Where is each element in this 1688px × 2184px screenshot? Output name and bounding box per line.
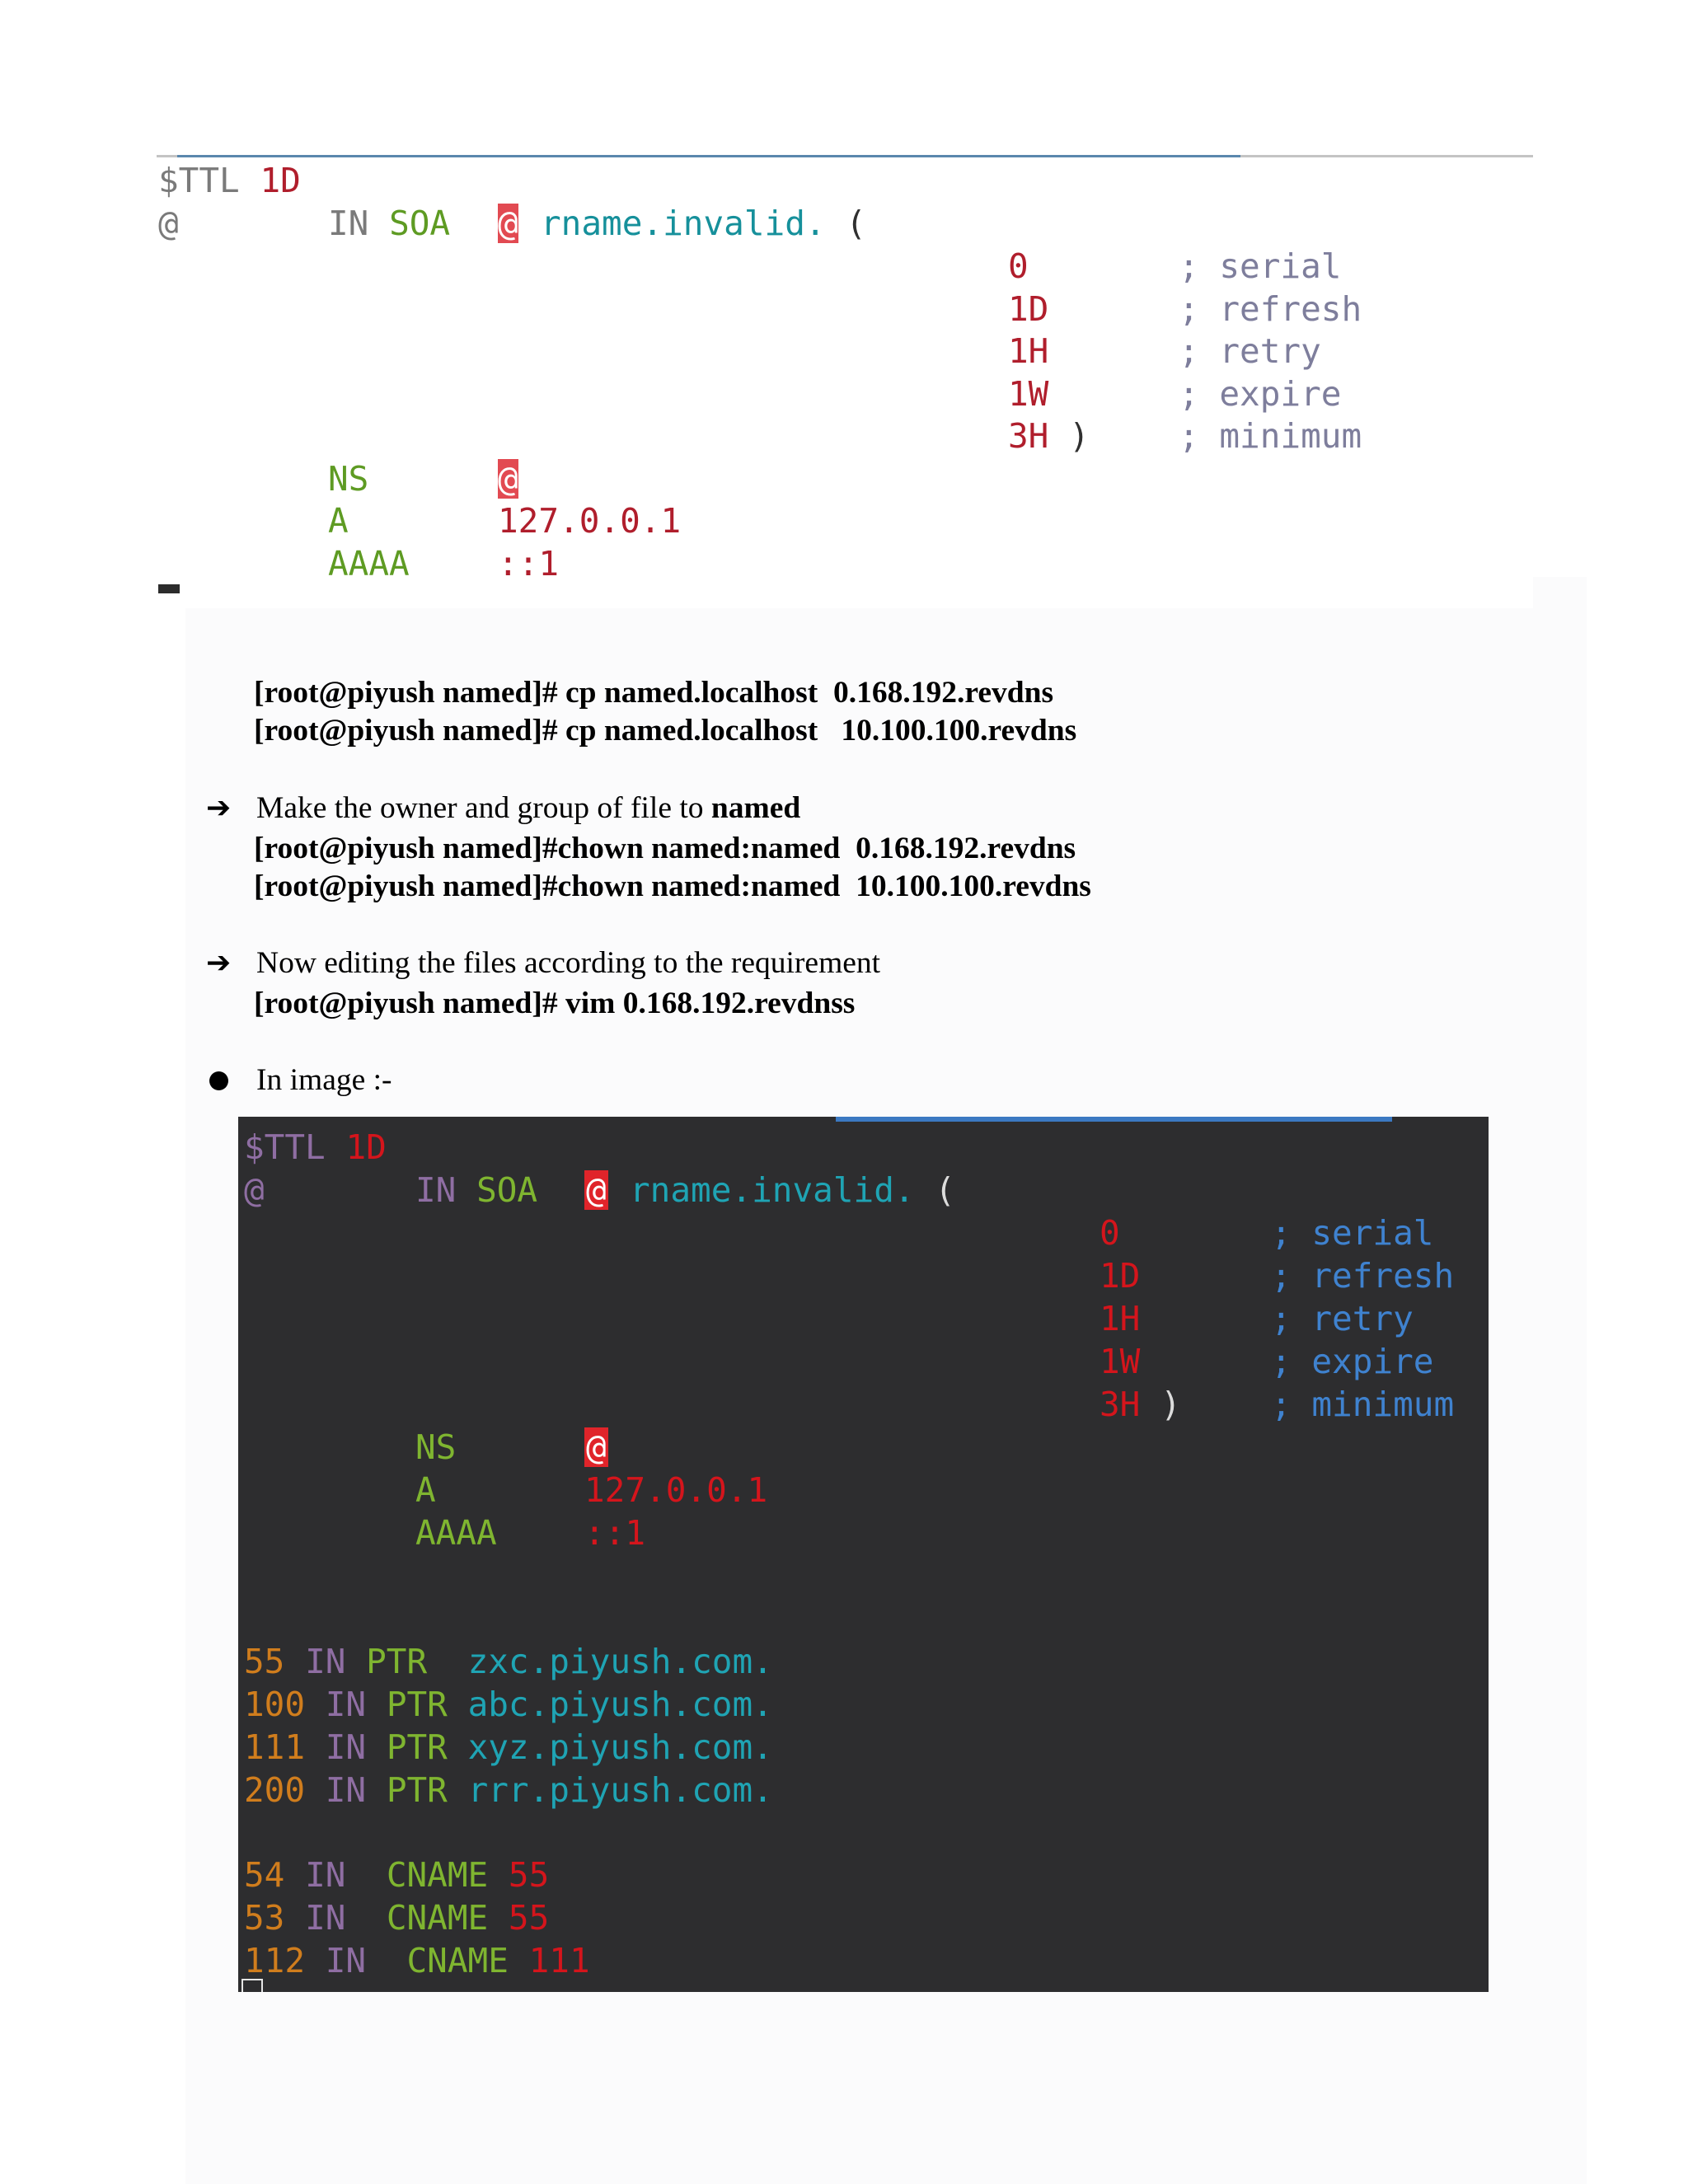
command-chown-1: [root@piyush named]#chown named:named 0.168.192.revdns	[254, 832, 1076, 865]
zone-file-screenshot-light: $TTL 1D @ IN SOA @ rname.invalid. ( 0 ; serial 1D ; refresh 1H ; retry 1W ; expire 3H ) ; minimum NS @ A 127.0.0.1 AAAA ::1	[157, 155, 1533, 608]
cname-record: 112 IN CNAME 111	[244, 1941, 590, 1980]
command-chown-2: [root@piyush named]#chown named:named 10.100.100.revdns	[254, 869, 1091, 903]
command-vim: [root@piyush named]# vim 0.168.192.revdnss	[254, 987, 856, 1020]
minimum-line: 3H )	[1008, 416, 1090, 456]
a-line: A	[415, 1470, 436, 1510]
retry-line: 1H	[1008, 331, 1049, 371]
ns-line: NS	[328, 459, 369, 499]
editor-cursor	[241, 1979, 263, 1992]
bullet-in-image-text: In image :-	[256, 1063, 392, 1097]
arrow-icon: ➔	[206, 791, 232, 825]
command-cp-2: [root@piyush named]# cp named.localhost 10.100.100.revdns	[254, 714, 1077, 748]
ptr-record: 111 IN PTR xyz.piyush.com.	[244, 1727, 773, 1767]
aaaa-line: AAAA	[328, 544, 410, 583]
aaaa-line: AAAA	[415, 1513, 497, 1553]
ptr-record: 100 IN PTR abc.piyush.com.	[244, 1685, 773, 1724]
command-cp-1: [root@piyush named]# cp named.localhost 0.168.192.revdns	[254, 676, 1054, 710]
minimum-line: 3H )	[1100, 1385, 1181, 1424]
ttl-line: $TTL 1D	[244, 1127, 387, 1167]
soa-line: @	[244, 1170, 265, 1210]
ttl-line: $TTL 1D	[158, 161, 301, 200]
cname-record: 53 IN CNAME 55	[244, 1898, 550, 1938]
ptr-record: 200 IN PTR rrr.piyush.com.	[244, 1770, 773, 1810]
step-owner-text: Make the owner and group of file to named	[256, 791, 801, 825]
expire-line: 1W	[1008, 374, 1049, 414]
zone-file-screenshot-dark: $TTL 1D @ IN SOA @ rname.invalid. ( 0 ; serial 1D ; refresh 1H ; retry 1W ; expire 3H ) ; minimum NS @ A 127.0.0.1 AAAA ::1 55 IN PTR zxc.piyush.com. 100 IN PTR abc.piyush.com. 111 IN PTR xyz.piyush.com. 200 IN PTR rrr.piyush.com. 54 IN CNAME 55 53 IN CNAME 55 112 IN CNAME 111	[238, 1117, 1489, 1992]
bullet-icon	[209, 1071, 228, 1090]
step-edit-text: Now editing the files according to the requirement	[256, 946, 881, 980]
expire-line: 1W	[1100, 1342, 1141, 1381]
arrow-icon: ➔	[206, 946, 232, 980]
a-line: A	[328, 501, 349, 541]
soa-line: @	[158, 204, 179, 243]
ptr-record: 55 IN PTR zxc.piyush.com.	[244, 1642, 773, 1681]
ns-line: NS	[415, 1427, 457, 1467]
editor-cursor	[158, 584, 180, 593]
window-top-accent	[836, 1117, 1392, 1122]
refresh-line: 1D	[1100, 1256, 1141, 1296]
serial-line: 0	[1100, 1213, 1120, 1253]
retry-line: 1H	[1100, 1299, 1141, 1338]
serial-line: 0	[1008, 246, 1029, 286]
cname-record: 54 IN CNAME 55	[244, 1855, 550, 1895]
window-top-accent	[177, 155, 1240, 157]
refresh-line: 1D	[1008, 289, 1049, 329]
